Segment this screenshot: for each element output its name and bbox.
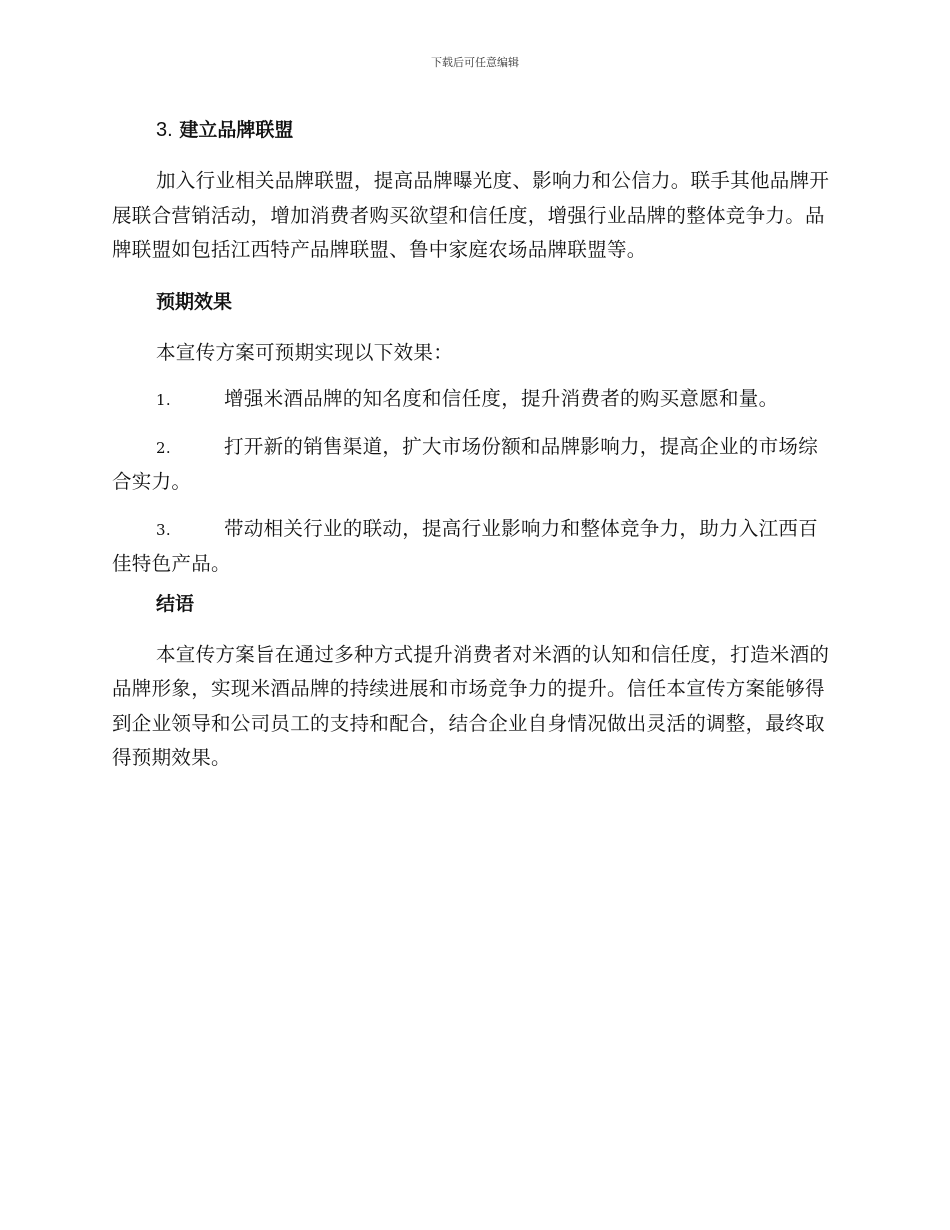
list-item-text: 带动相关行业的联动，提高行业影响力和整体竞争力，助力入江西百佳特色产品。 xyxy=(112,516,819,575)
section-number: 3. xyxy=(156,119,173,141)
document-body xyxy=(112,108,834,776)
list-item-text: 打开新的销售渠道，扩大市场份额和品牌影响力，提高企业的市场综合实力。 xyxy=(112,434,819,493)
list-item xyxy=(112,512,834,582)
paragraph-conclusion: 本宣传方案旨在通过多种方式提升消费者对米酒的认知和信任度，打造米酒的品牌形象，实现米酒品牌的持续进展和市场竞争力的提升。信任本宣传方案能够得到企业领导和公司员工的支持和配合，结合企业自身情况做出灵活的调整，最终取得预期效果。 xyxy=(112,642,830,769)
list-item-number: 2. xyxy=(156,438,171,457)
section-title: 建立品牌联盟 xyxy=(179,119,294,141)
header-note: 下载后可任意编辑 xyxy=(431,56,519,69)
section-heading-expected: 预期效果 xyxy=(156,290,233,313)
list-item xyxy=(112,382,834,418)
section-heading-conclusion: 结语 xyxy=(156,592,195,615)
paragraph-expected-intro: 本宣传方案可预期实现以下效果： xyxy=(156,340,454,364)
list-item-text: 增强米酒品牌的知名度和信任度，提升消费者的购买意愿和量。 xyxy=(224,387,779,410)
list-item-number: 3. xyxy=(156,520,171,539)
section-heading-alliance xyxy=(112,108,834,152)
list-item xyxy=(112,430,834,500)
list-item-number: 1. xyxy=(156,391,171,409)
paragraph-alliance: 加入行业相关品牌联盟，提高品牌曝光度、影响力和公信力。联手其他品牌开展联合营销活动，增加消费者购买欲望和信任度，增强行业品牌的整体竞争力。品牌联盟如包括江西特产品牌联盟、鲁中家庭农场品牌联盟等。 xyxy=(112,169,830,261)
